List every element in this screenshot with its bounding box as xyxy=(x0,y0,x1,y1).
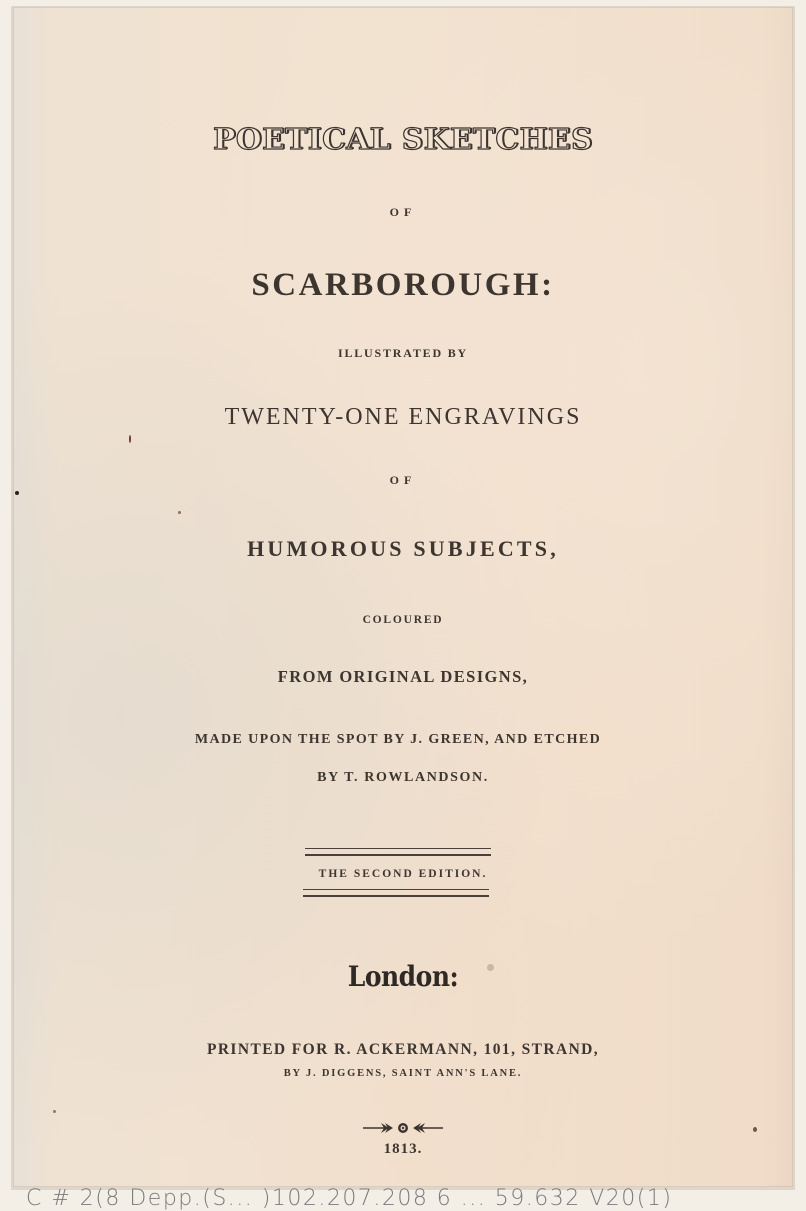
double-rule-top xyxy=(305,848,491,856)
paper-speck xyxy=(178,511,181,514)
ornament-svg xyxy=(363,1120,443,1136)
printed-for-line: PRINTED FOR R. ACKERMANN, 101, STRAND, xyxy=(206,1041,600,1058)
coloured-label: COLOURED xyxy=(362,614,444,626)
arrow-fleuron-ornament-icon xyxy=(13,1120,793,1136)
edition-label: THE SECOND EDITION. xyxy=(318,868,488,880)
made-upon-line: MADE UPON THE SPOT BY J. GREEN, AND ETCHED xyxy=(194,732,602,747)
handwritten-catalog-note: C # 2(8 Depp.(S... )102.207.208 6 ... 59.632 V20(1) xyxy=(26,1186,673,1211)
connector-of-2: OF xyxy=(389,473,417,487)
illustrated-by-label: ILLUSTRATED BY xyxy=(337,346,468,360)
connector-of-1: OF xyxy=(389,205,417,219)
paper-speck xyxy=(53,1110,56,1113)
designs-line: FROM ORIGINAL DESIGNS, xyxy=(277,667,529,686)
imprint-place: London: xyxy=(347,960,459,993)
double-rule-bottom xyxy=(303,889,489,897)
title-line-2: SCARBOROUGH: xyxy=(251,267,555,303)
printer-line: BY J. DIGGENS, SAINT ANN'S LANE. xyxy=(283,1068,523,1079)
paper-speck xyxy=(15,491,19,495)
paper-speck xyxy=(129,435,131,443)
etched-by-line: BY T. ROWLANDSON. xyxy=(317,770,489,785)
subjects-line: HUMOROUS SUBJECTS, xyxy=(247,536,559,561)
title-line-1: POETICAL SKETCHES xyxy=(213,122,593,156)
publication-year: 1813. xyxy=(383,1141,423,1157)
title-page-sheet xyxy=(13,7,793,1187)
engravings-line: TWENTY-ONE ENGRAVINGS xyxy=(224,404,582,430)
